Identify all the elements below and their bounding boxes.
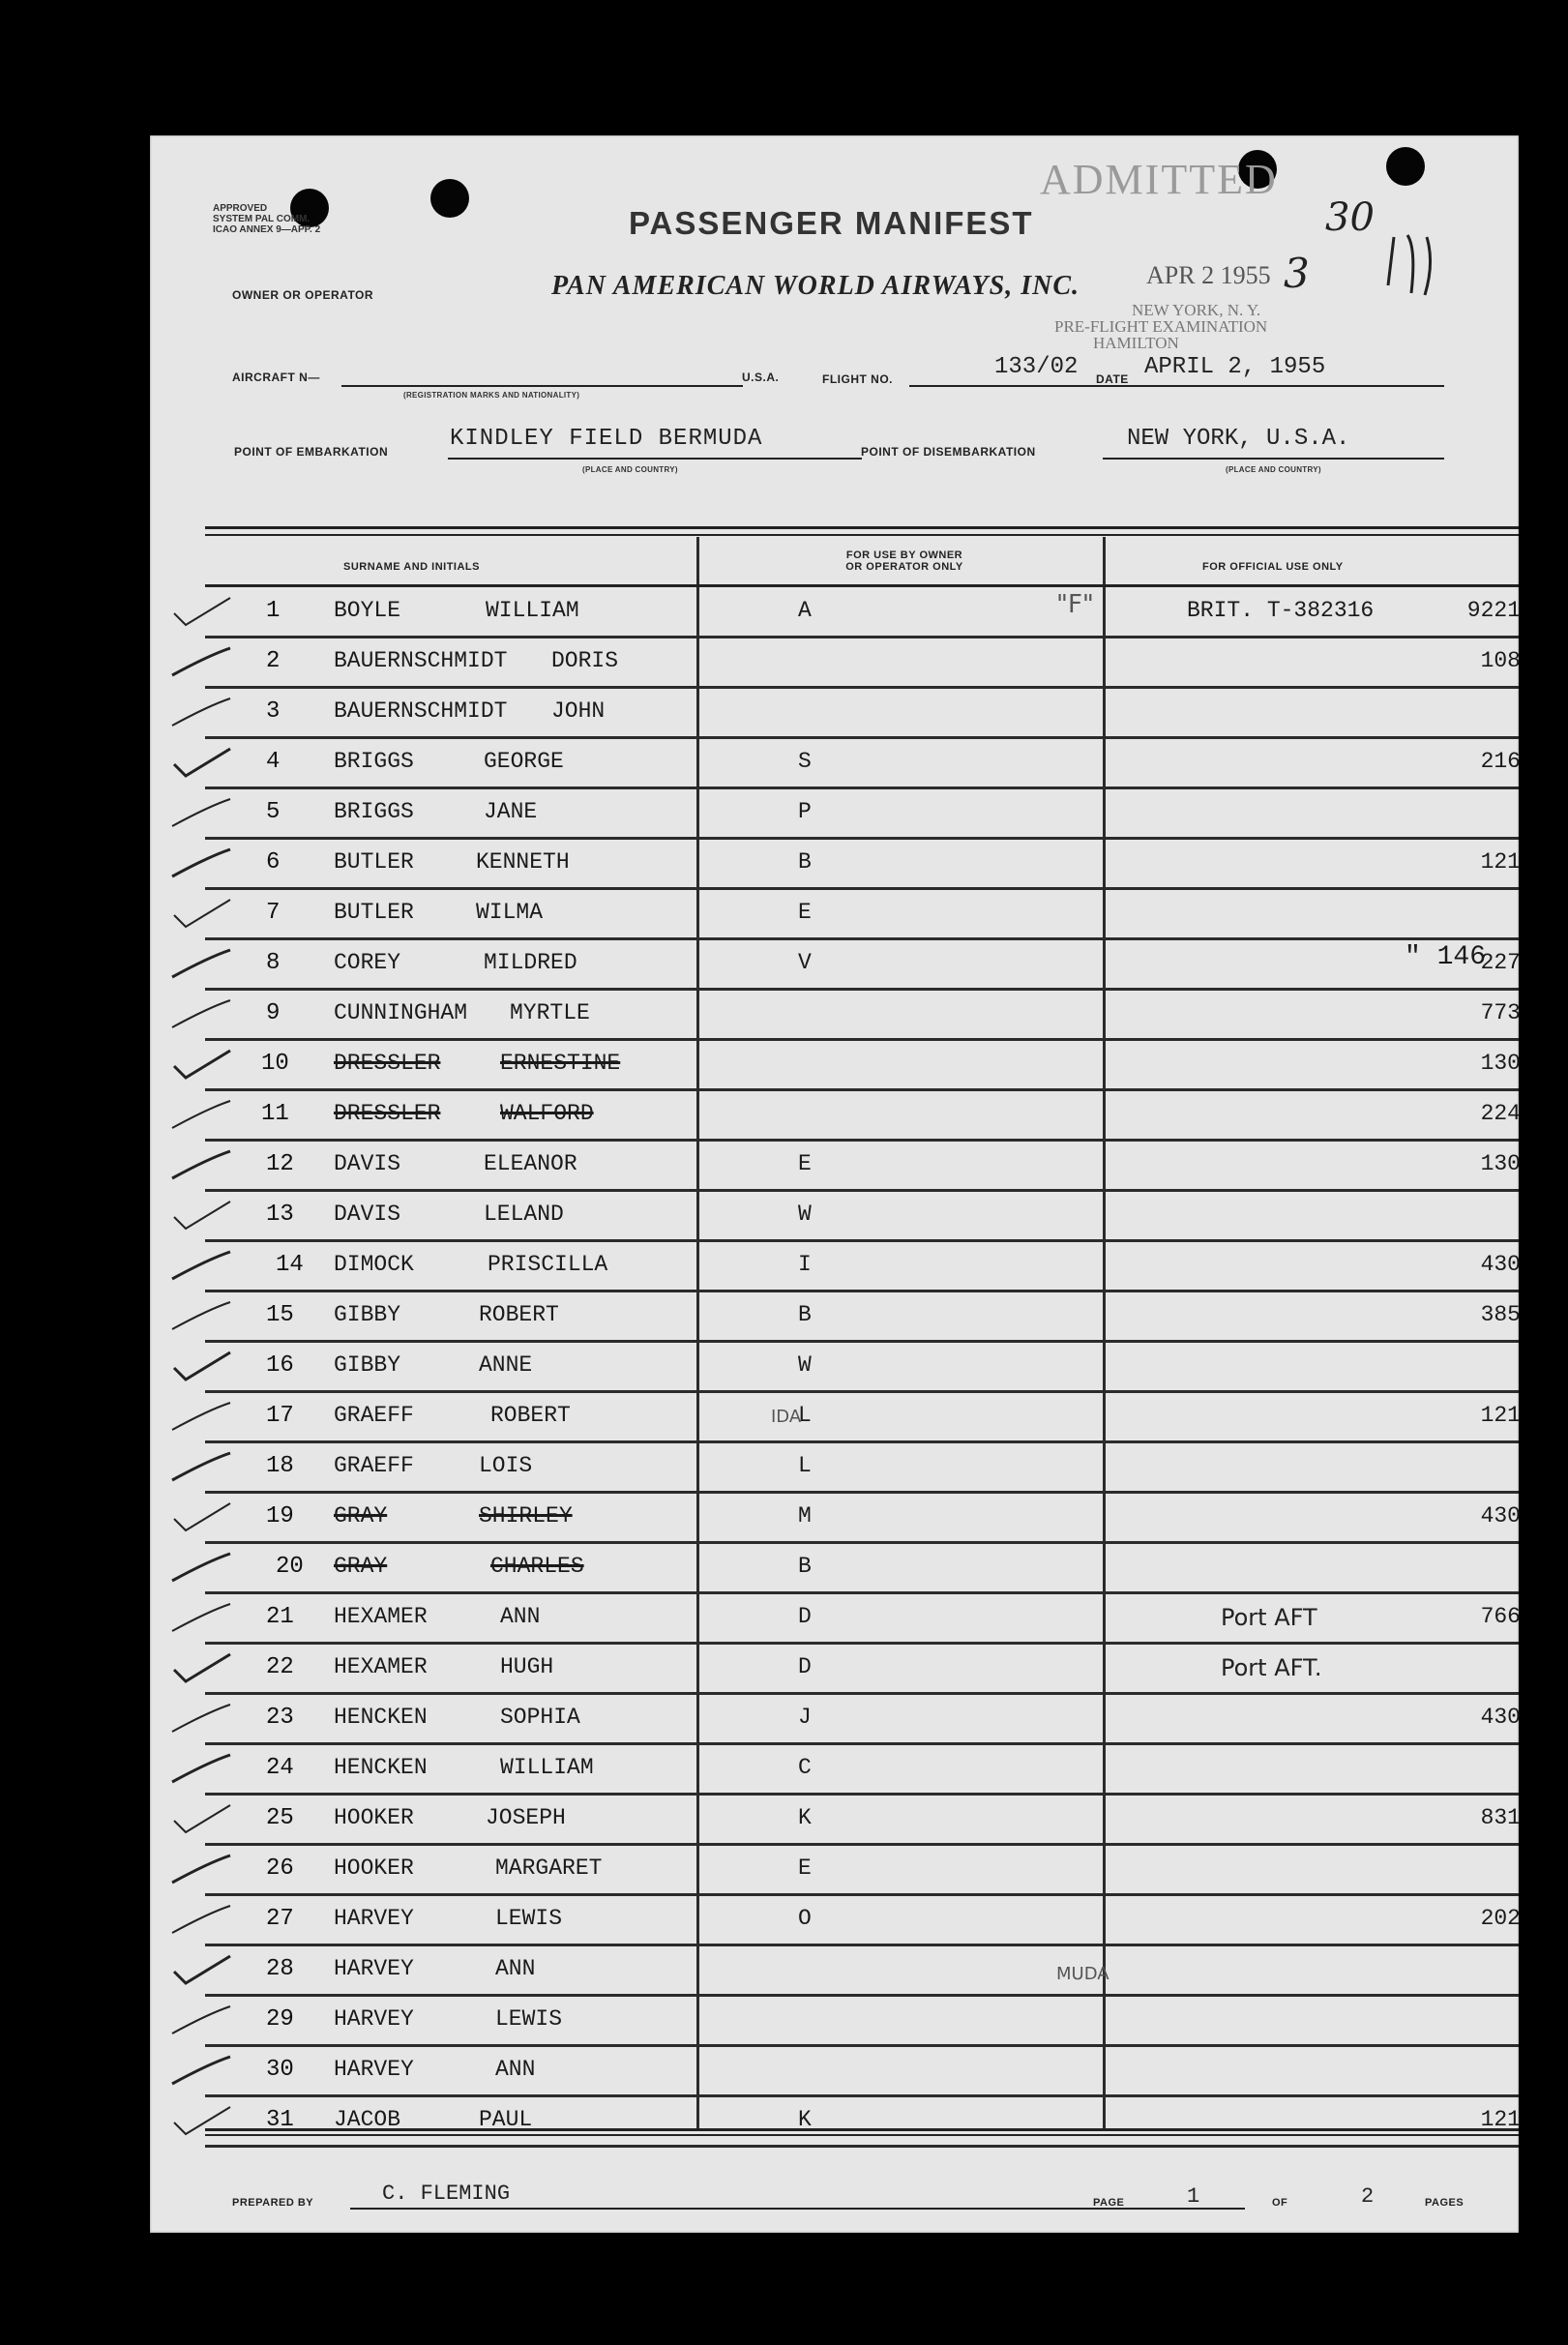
flight-date: APRIL 2, 1955	[1144, 354, 1326, 380]
passenger-initial: J	[798, 1705, 812, 1730]
flight-number: 133/02	[994, 354, 1079, 380]
passenger-initial: K	[798, 1805, 812, 1830]
official-number: 766	[1480, 1604, 1521, 1629]
page-label: PAGE	[1093, 2197, 1125, 2209]
embark-point: KINDLEY FIELD BERMUDA	[450, 426, 763, 452]
table-row	[205, 1946, 1519, 1997]
passenger-initial: S	[798, 749, 812, 774]
official-number: 430	[1480, 1252, 1521, 1277]
handwritten-number: 3	[1284, 250, 1310, 297]
approval-line: APPROVED	[213, 203, 268, 214]
passenger-initial: E	[798, 900, 812, 925]
table-row	[205, 1343, 1519, 1393]
table-row	[205, 1494, 1519, 1544]
passenger-given-name: HUGH	[500, 1654, 554, 1679]
passenger-initial: D	[798, 1654, 812, 1679]
table-row	[205, 840, 1519, 890]
passenger-given-name: WILLIAM	[500, 1755, 594, 1780]
passenger-surname: GRAY	[334, 1503, 388, 1529]
row-number: 28	[266, 1956, 294, 1982]
table-row	[205, 1091, 1519, 1142]
official-note: " 146	[1405, 942, 1487, 972]
row-number: 27	[266, 1906, 294, 1932]
table-row	[205, 1292, 1519, 1343]
table-row	[205, 1796, 1519, 1846]
passenger-given-name: JOSEPH	[486, 1805, 566, 1830]
passenger-given-name: WALFORD	[500, 1101, 594, 1126]
stamp-lines	[1054, 302, 1267, 351]
col-surname-header: SURNAME AND INITIALS	[343, 561, 480, 573]
table-row	[205, 1041, 1519, 1091]
passenger-given-name: LELAND	[484, 1202, 564, 1227]
table-row	[205, 940, 1519, 991]
airline-name: PAN AMERICAN WORLD AIRWAYS, INC.	[551, 271, 1080, 301]
passenger-initial: O	[798, 1906, 812, 1931]
check-mark-icon	[164, 1397, 232, 1436]
passenger-initial: E	[798, 1151, 812, 1176]
check-mark-icon	[164, 994, 232, 1033]
passenger-initial: P	[798, 799, 812, 824]
row-number: 20	[276, 1554, 304, 1580]
disembark-point: NEW YORK, U.S.A.	[1127, 426, 1350, 452]
table-row	[205, 638, 1519, 689]
official-number: 202	[1480, 1906, 1521, 1931]
passenger-initial: B	[798, 1302, 812, 1327]
row-number: 31	[266, 2107, 294, 2133]
passenger-given-name: MYRTLE	[510, 1000, 590, 1025]
check-mark-icon	[164, 793, 232, 832]
table-row	[205, 1544, 1519, 1594]
owner-label: OWNER OR OPERATOR	[232, 288, 374, 302]
row-number: 11	[261, 1101, 289, 1127]
check-mark-icon	[164, 1799, 232, 1838]
check-mark-icon	[164, 2001, 232, 2039]
row-number: 4	[266, 749, 281, 775]
check-mark-icon	[164, 642, 232, 681]
check-mark-icon	[164, 1145, 232, 1184]
embark-label: POINT OF EMBARKATION	[234, 445, 389, 459]
operator-note: MUDA	[1056, 1964, 1109, 1984]
check-mark-icon	[164, 1749, 232, 1788]
check-mark-icon	[164, 1548, 232, 1587]
passenger-initial: B	[798, 1554, 812, 1579]
passenger-surname: GRAEFF	[334, 1403, 414, 1428]
disembark-caption: (PLACE AND COUNTRY)	[1226, 465, 1321, 474]
punch-hole	[1386, 147, 1425, 186]
table-row	[205, 588, 1519, 638]
passenger-initial: L	[798, 1453, 812, 1478]
row-number: 15	[266, 1302, 294, 1328]
handwritten-number: 30	[1325, 195, 1375, 240]
passenger-surname: BAUERNSCHMIDT	[334, 698, 508, 724]
passenger-given-name: ELEANOR	[484, 1151, 577, 1176]
passenger-initial: L	[798, 1403, 812, 1428]
row-number: 9	[266, 1000, 281, 1026]
table-row	[205, 1645, 1519, 1695]
row-number: 19	[266, 1503, 294, 1529]
passenger-surname: DAVIS	[334, 1202, 401, 1227]
passenger-surname: GRAY	[334, 1554, 388, 1579]
check-mark-icon	[164, 1699, 232, 1737]
row-number: 14	[276, 1252, 304, 1278]
passenger-initial: C	[798, 1755, 812, 1780]
official-note: Port AFT	[1221, 1604, 1317, 1631]
official-note: Port AFT.	[1221, 1654, 1322, 1681]
row-number: 16	[266, 1352, 294, 1379]
official-number: 130	[1480, 1151, 1521, 1176]
row-number: 22	[266, 1654, 294, 1680]
handwritten-mark	[1378, 218, 1446, 305]
passenger-given-name: DORIS	[551, 648, 619, 673]
check-mark-icon	[164, 592, 232, 631]
approval-line: ICAO ANNEX 9—APP. 2	[213, 224, 321, 235]
col-official-header: FOR OFFICIAL USE ONLY	[1202, 561, 1344, 573]
passenger-given-name: ROBERT	[490, 1403, 571, 1428]
passenger-given-name: SOPHIA	[500, 1705, 580, 1730]
row-number: 21	[266, 1604, 294, 1630]
row-number: 6	[266, 849, 281, 876]
check-mark-icon	[164, 1598, 232, 1637]
official-note: BRIT. T-382316	[1187, 598, 1375, 623]
passenger-surname: BUTLER	[334, 849, 414, 875]
col-owner-header	[759, 549, 1050, 573]
passenger-surname: HEXAMER	[334, 1604, 428, 1629]
row-number: 24	[266, 1755, 294, 1781]
passenger-given-name: CHARLES	[490, 1554, 584, 1579]
passenger-surname: HOOKER	[334, 1855, 414, 1881]
passenger-given-name: MILDRED	[484, 950, 577, 975]
country-label: U.S.A.	[742, 371, 780, 384]
registration-caption: (REGISTRATION MARKS AND NATIONALITY)	[403, 391, 580, 400]
passenger-initial: E	[798, 1855, 812, 1881]
admitted-stamp	[1040, 155, 1278, 204]
flight-label: FLIGHT NO.	[822, 372, 893, 386]
passenger-initial: A	[798, 598, 812, 623]
passenger-surname: HARVEY	[334, 2057, 414, 2082]
passenger-surname: COREY	[334, 950, 401, 975]
check-mark-icon	[164, 1095, 232, 1134]
check-mark-icon	[164, 1196, 232, 1234]
passenger-given-name: ERNESTINE	[500, 1051, 621, 1076]
col-owner-header-line: OR OPERATOR ONLY	[845, 561, 963, 573]
aircraft-label: AIRCRAFT N—	[232, 371, 320, 384]
passenger-given-name: WILMA	[476, 900, 544, 925]
row-number: 18	[266, 1453, 294, 1479]
passenger-surname: GIBBY	[334, 1302, 401, 1327]
official-number: 773	[1480, 1000, 1521, 1025]
passenger-initial: D	[798, 1604, 812, 1629]
check-mark-icon	[164, 1648, 232, 1687]
check-mark-icon	[164, 844, 232, 882]
row-number: 13	[266, 1202, 294, 1228]
check-mark-icon	[164, 1950, 232, 1989]
page-title: PASSENGER MANIFEST	[629, 205, 1034, 241]
official-number: 108	[1480, 648, 1521, 673]
passenger-surname: DRESSLER	[334, 1101, 441, 1126]
row-number: 3	[266, 698, 281, 725]
check-mark-icon	[164, 743, 232, 782]
of-label: OF	[1272, 2197, 1288, 2209]
manifest-sheet	[150, 135, 1519, 2233]
stamp-admitted: ADMITTED	[1040, 156, 1278, 203]
passenger-given-name: ANN	[495, 2057, 536, 2082]
total-pages: 2	[1361, 2184, 1375, 2209]
table-row	[205, 689, 1519, 739]
punch-hole	[430, 179, 469, 218]
operator-note: IDA	[771, 1407, 802, 1427]
check-mark-icon	[164, 2051, 232, 2090]
stamp-line: HAMILTON	[1093, 334, 1179, 352]
row-number: 23	[266, 1705, 294, 1731]
passenger-surname: DRESSLER	[334, 1051, 441, 1076]
table-row	[205, 1142, 1519, 1192]
page-number: 1	[1187, 2184, 1200, 2209]
passenger-given-name: MARGARET	[495, 1855, 603, 1881]
passenger-surname: DAVIS	[334, 1151, 401, 1176]
prepared-by: C. FLEMING	[382, 2182, 511, 2206]
passenger-initial: I	[798, 1252, 812, 1277]
passenger-given-name: WILLIAM	[486, 598, 579, 623]
passenger-surname: CUNNINGHAM	[334, 1000, 468, 1025]
passenger-given-name: ROBERT	[479, 1302, 559, 1327]
passenger-surname: DIMOCK	[334, 1252, 414, 1277]
passenger-surname: BRIGGS	[334, 749, 414, 774]
passenger-surname: GIBBY	[334, 1352, 401, 1378]
official-number: 130	[1480, 1051, 1521, 1076]
approval-line: SYSTEM PAL COMM.	[213, 214, 311, 224]
passenger-surname: JACOB	[334, 2107, 401, 2132]
row-number: 30	[266, 2057, 294, 2083]
check-mark-icon	[164, 1447, 232, 1486]
passenger-given-name: PAUL	[479, 2107, 533, 2132]
passenger-initial: B	[798, 849, 812, 875]
check-mark-icon	[164, 1900, 232, 1939]
passenger-surname: HENCKEN	[334, 1755, 428, 1780]
date-label: DATE	[1096, 372, 1129, 386]
table-row	[205, 1192, 1519, 1242]
table-row	[205, 1443, 1519, 1494]
official-number: 227	[1480, 950, 1521, 975]
check-mark-icon	[164, 693, 232, 731]
row-number: 5	[266, 799, 281, 825]
official-number: 9221	[1466, 598, 1521, 623]
passenger-surname: HARVEY	[334, 1956, 414, 1981]
row-number: 8	[266, 950, 281, 976]
stamp-date: APR 2 1955	[1146, 261, 1271, 289]
row-number: 29	[266, 2006, 294, 2033]
passenger-initial: W	[798, 1202, 812, 1227]
passenger-given-name: JANE	[484, 799, 538, 824]
passenger-given-name: ANNE	[479, 1352, 533, 1378]
passenger-given-name: SHIRLEY	[479, 1503, 573, 1529]
table-row	[205, 1695, 1519, 1745]
row-number: 26	[266, 1855, 294, 1882]
check-mark-icon	[164, 1347, 232, 1385]
official-number: 831	[1480, 1805, 1521, 1830]
table-row	[205, 1594, 1519, 1645]
stamp-line: PRE-FLIGHT EXAMINATION	[1054, 317, 1268, 336]
row-number: 1	[266, 598, 281, 624]
embark-caption: (PLACE AND COUNTRY)	[582, 465, 678, 474]
row-number: 10	[261, 1051, 289, 1077]
official-number: 430	[1480, 1503, 1521, 1529]
check-mark-icon	[164, 1045, 232, 1083]
row-number: 25	[266, 1805, 294, 1831]
passenger-given-name: LEWIS	[495, 1906, 563, 1931]
table-row	[205, 1896, 1519, 1946]
passenger-initial: M	[798, 1503, 812, 1529]
check-mark-icon	[164, 894, 232, 933]
passenger-surname: HARVEY	[334, 1906, 414, 1931]
row-number: 2	[266, 648, 281, 674]
passenger-surname: HEXAMER	[334, 1654, 428, 1679]
official-number: 385	[1480, 1302, 1521, 1327]
table-row	[205, 2097, 1519, 2148]
passenger-given-name: KENNETH	[476, 849, 570, 875]
official-number: 121	[1480, 1403, 1521, 1428]
table-row	[205, 1242, 1519, 1292]
operator-note: "F"	[1056, 590, 1094, 619]
passenger-surname: BRIGGS	[334, 799, 414, 824]
passenger-surname: GRAEFF	[334, 1453, 414, 1478]
row-number: 17	[266, 1403, 294, 1429]
disembark-label: POINT OF DISEMBARKATION	[861, 445, 1036, 459]
passenger-surname: BAUERNSCHMIDT	[334, 648, 508, 673]
passenger-given-name: LOIS	[479, 1453, 533, 1478]
table-row	[205, 1745, 1519, 1796]
stamp-line: NEW YORK, N. Y.	[1132, 301, 1261, 319]
passenger-surname: BOYLE	[334, 598, 401, 623]
passenger-surname: HARVEY	[334, 2006, 414, 2032]
row-number: 12	[266, 1151, 294, 1177]
table-row	[205, 991, 1519, 1041]
row-number: 7	[266, 900, 281, 926]
check-mark-icon	[164, 1498, 232, 1536]
official-number: 430	[1480, 1705, 1521, 1730]
passenger-given-name: GEORGE	[484, 749, 564, 774]
official-number: 121	[1480, 849, 1521, 875]
table-row	[205, 890, 1519, 940]
check-mark-icon	[164, 944, 232, 983]
table-row	[205, 1393, 1519, 1443]
check-mark-icon	[164, 1296, 232, 1335]
passenger-surname: HOOKER	[334, 1805, 414, 1830]
table-row	[205, 2047, 1519, 2097]
check-mark-icon	[164, 1850, 232, 1888]
passenger-given-name: PRISCILLA	[488, 1252, 608, 1277]
passenger-given-name: JOHN	[551, 698, 606, 724]
check-mark-icon	[164, 1246, 232, 1285]
passenger-initial: W	[798, 1352, 812, 1378]
passenger-initial: K	[798, 2107, 812, 2132]
table-row	[205, 739, 1519, 789]
official-number: 224	[1480, 1101, 1521, 1126]
approval-note	[213, 203, 320, 235]
table-row	[205, 789, 1519, 840]
pages-label: PAGES	[1425, 2197, 1464, 2209]
col-owner-header-line: FOR USE BY OWNER	[845, 549, 963, 561]
passenger-given-name: ANN	[500, 1604, 541, 1629]
table-row	[205, 1846, 1519, 1896]
passenger-surname: BUTLER	[334, 900, 414, 925]
passenger-initial: V	[798, 950, 812, 975]
passenger-given-name: LEWIS	[495, 2006, 563, 2032]
table-row	[205, 1997, 1519, 2047]
prepared-label: PREPARED BY	[232, 2197, 314, 2209]
passenger-given-name: ANN	[495, 1956, 536, 1981]
passenger-surname: HENCKEN	[334, 1705, 428, 1730]
official-number: 121	[1480, 2107, 1521, 2132]
official-number: 216	[1480, 749, 1521, 774]
